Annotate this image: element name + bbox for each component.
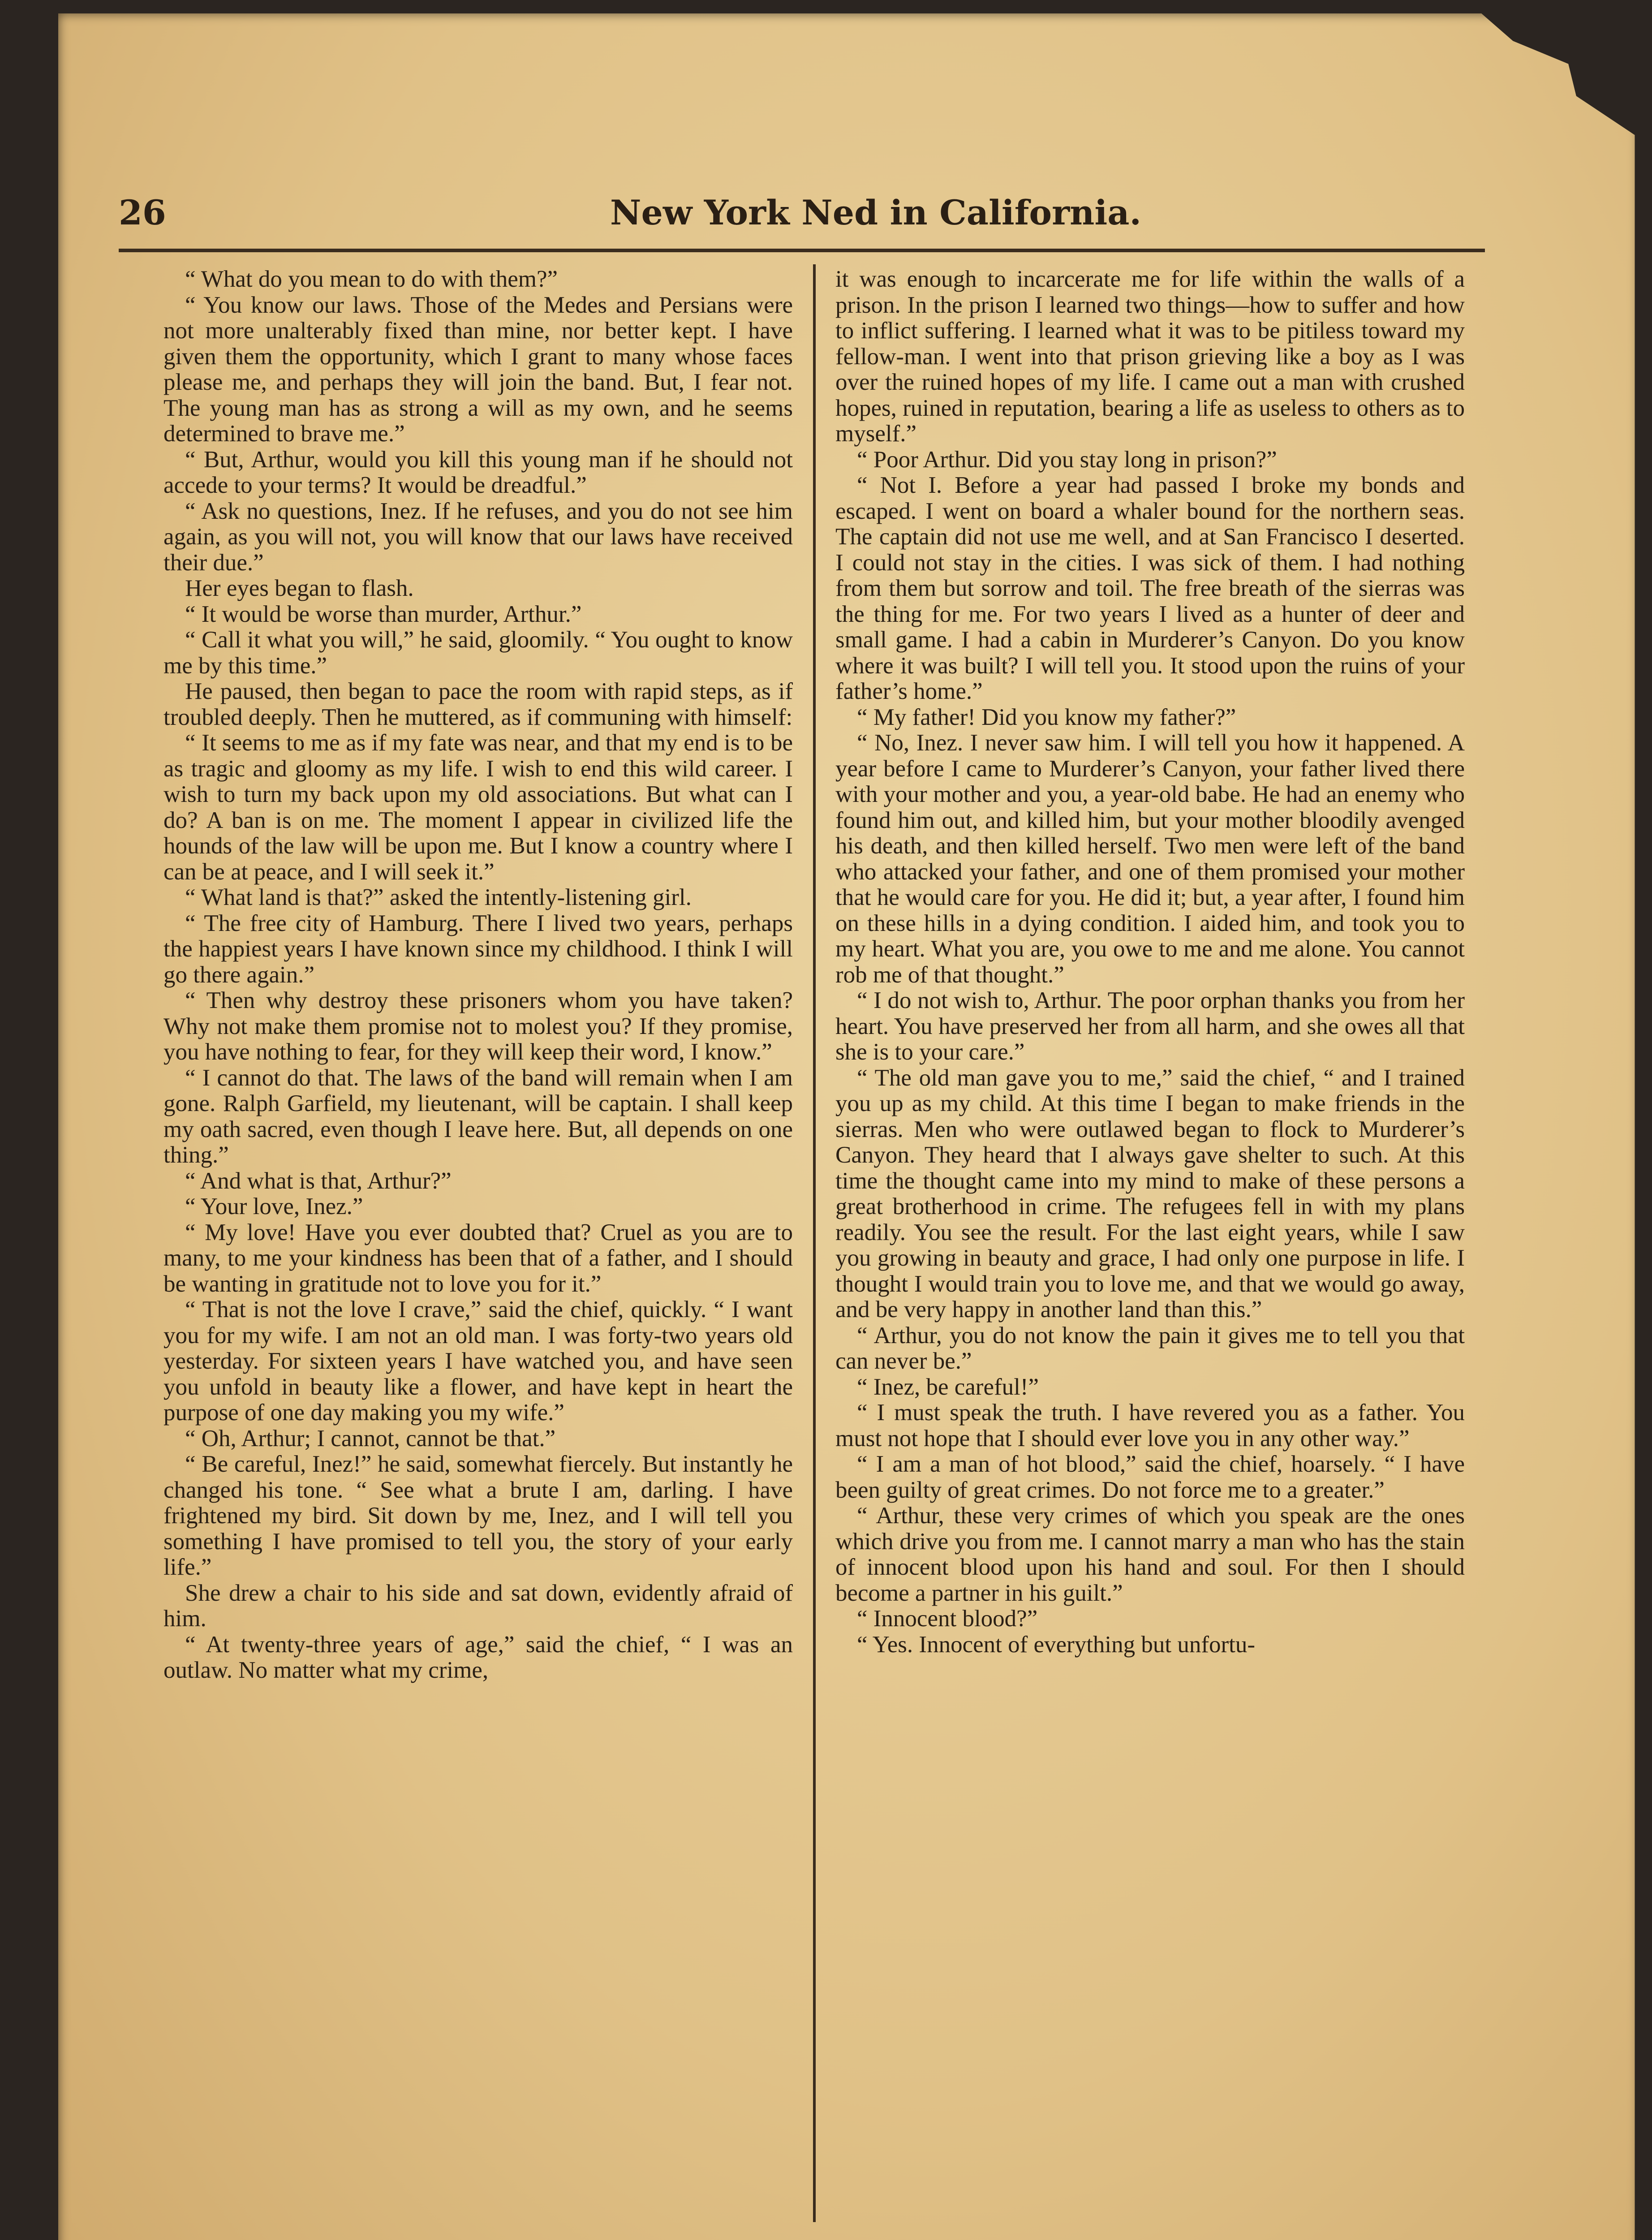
paragraph: “ I do not wish to, Arthur. The poor orphan thanks you from her heart. You have preserved her from all harm, and she owes all that she is to your care.” xyxy=(835,987,1465,1065)
paragraph: “ I am a man of hot blood,” said the chief, hoarsely. “ I have been guilty of great crimes. Do not force me to a greater.” xyxy=(835,1451,1465,1503)
paragraph: “ The old man gave you to me,” said the chief, “ and I trained you up as my child. At this time I began to make friends in the sierras. Men who were outlawed began to flock to Murderer’s Canyon. They heard that I always gave shelter to such. At this time the thought came into my mind to make of these persons a great brotherhood in crime. The refugees fell in with my plans readily. You see the result. For the last eight years, while I saw you growing in beauty and grace, I had only one purpose in life. I thought I would train you to love me, and that we would go away, and be very happy in another land than this.” xyxy=(835,1064,1465,1322)
paragraph: “ Ask no questions, Inez. If he refuses, and you do not see him again, as you will not, you will know that our laws have received their due.” xyxy=(163,498,793,576)
paragraph: “ It seems to me as if my fate was near, and that my end is to be as tragic and gloomy as my life. I wish to end this wild career. I wish to turn my back upon my old associations. But what can I do? A ban is on me. The moment I appear in civilized life the hounds of the law will be upon me. But I know a country where I can be at peace, and I will seek it.” xyxy=(163,730,793,885)
paragraph: “ Not I. Before a year had passed I broke my bonds and escaped. I went on board a whaler bound for the northern seas. The captain did not use me well, and at San Francisco I deserted. I could not stay in the cities. I was sick of them. I had nothing from them but sorrow and toil. The free breath of the sierras was the thing for me. For two years I lived as a hunter of deer and small game. I had a cabin in Murderer’s Canyon. Do you know where it was built? I will tell you. It stood upon the ruins of your father’s home.” xyxy=(835,472,1465,704)
page-number: 26 xyxy=(119,193,166,233)
text-column-left xyxy=(163,267,793,2238)
paragraph: “ Then why destroy these prisoners whom you have taken? Why not make them promise not to molest you? If they promise, you have nothing to fear, for they will keep their word, I know.” xyxy=(163,987,793,1065)
paragraph: “ No, Inez. I never saw him. I will tell you how it happened. A year before I came to Murderer’s Canyon, your father lived there with your mother and you, a year-old babe. He had an enemy who found him out, and killed him, but your mother bloodily avenged his death, and then killed herself. Two men were left of the band who attacked your father, and one of them promised your mother that he would care for you. He did it; but, a year after, I found him on these hills in a dying condition. I aided him, and took you to my heart. What you are, you owe to me and me alone. You cannot rob me of that thought.” xyxy=(835,730,1465,988)
paragraph: “ At twenty-three years of age,” said the chief, “ I was an outlaw. No matter what my crime, xyxy=(163,1631,793,1683)
paragraph: Her eyes began to flash. xyxy=(185,575,414,601)
paragraph: “ Call it what you will,” he said, gloomily. “ You ought to know me by this time.” xyxy=(163,627,793,679)
running-title: New York Ned in California. xyxy=(610,193,1141,233)
paragraph: “ The free city of Hamburg. There I lived two years, perhaps the happiest years I have known since my childhood. I think I will go there again.” xyxy=(163,910,793,988)
paragraph: He paused, then began to pace the room with rapid steps, as if troubled deeply. Then he muttered, as if communing with himself: xyxy=(163,678,793,730)
page-header xyxy=(119,193,1485,246)
paragraph: “ I must speak the truth. I have revered you as a father. You must not hope that I should ever love you in any other way.” xyxy=(835,1400,1465,1452)
paragraph: “ Be careful, Inez!” he said, somewhat fiercely. But instantly he changed his tone. “ See what a brute I am, darling. I have frightened my bird. Sit down by me, Inez, and I will tell you something I have promised to tell you, the story of your early life.” xyxy=(163,1451,793,1580)
paragraph: “ Arthur, these very crimes of which you speak are the ones which drive you from me. I cannot marry a man who has the stain of innocent blood upon his hand and soul. For then I should become a partner in his guilt.” xyxy=(835,1503,1465,1606)
paragraph: “ I cannot do that. The laws of the band will remain when I am gone. Ralph Garfield, my lieutenant, will be captain. I shall keep my oath sacred, even though I leave here. But, all depends on one thing.” xyxy=(163,1064,793,1168)
paragraph: “ My love! Have you ever doubted that? Cruel as you are to many, to me your kindness has been that of a father, and I should be wanting in gratitude not to love you for it.” xyxy=(163,1219,793,1297)
paragraph: “ What do you mean to do with them?” xyxy=(185,267,558,292)
paragraph: “ Arthur, you do not know the pain it gives me to tell you that can never be.” xyxy=(835,1322,1465,1374)
paragraph: “ It would be worse than murder, Arthur.” xyxy=(185,601,582,627)
paragraph: “ But, Arthur, would you kill this young man if he should not accede to your terms? It would be dreadful.” xyxy=(163,446,793,498)
paragraph: it was enough to incarcerate me for life within the walls of a prison. In the prison I learned two things—how to suffer and how to inflict suffering. I learned what it was to be pitiless toward my fellow-man. I went into that prison grieving like a boy as I was over the ruined hopes of my life. I came out a man with crushed hopes, ruined in reputation, bearing a life as useless to others as to myself.” xyxy=(835,267,1465,447)
paragraph: “ Innocent blood?” xyxy=(857,1606,1038,1632)
paragraph: She drew a chair to his side and sat down, evidently afraid of him. xyxy=(163,1580,793,1632)
paragraph: “ You know our laws. Those of the Medes and Persians were not more unalterably fixed than mine, nor better kept. I have given them the opportunity, which I grant to many whose faces please me, and perhaps they will join the band. But, I fear not. The young man has as strong a will as my own, and he seems determined to brave me.” xyxy=(163,292,793,447)
paragraph: “ What land is that?” asked the intently-listening girl. xyxy=(185,884,692,910)
paragraph: “ Yes. Innocent of everything but unfortu- xyxy=(857,1631,1256,1658)
text-column-right xyxy=(835,267,1465,2238)
paragraph: “ Oh, Arthur; I cannot, cannot be that.” xyxy=(185,1425,556,1452)
column-divider xyxy=(813,264,816,2222)
paragraph: “ Your love, Inez.” xyxy=(185,1193,363,1219)
paragraph: “ My father! Did you know my father?” xyxy=(857,704,1236,730)
paragraph: “ Inez, be careful!” xyxy=(857,1374,1039,1400)
paragraph: “ That is not the love I crave,” said the chief, quickly. “ I want you for my wife. I am not an old man. I was forty-two years old yesterday. For sixteen years I have watched you, and have seen you unfold in beauty like a flower, and have kept in heart the purpose of one day making you my wife.” xyxy=(163,1297,793,1426)
paragraph: “ Poor Arthur. Did you stay long in prison?” xyxy=(857,446,1277,473)
header-rule xyxy=(119,249,1485,252)
paragraph: “ And what is that, Arthur?” xyxy=(185,1167,452,1194)
